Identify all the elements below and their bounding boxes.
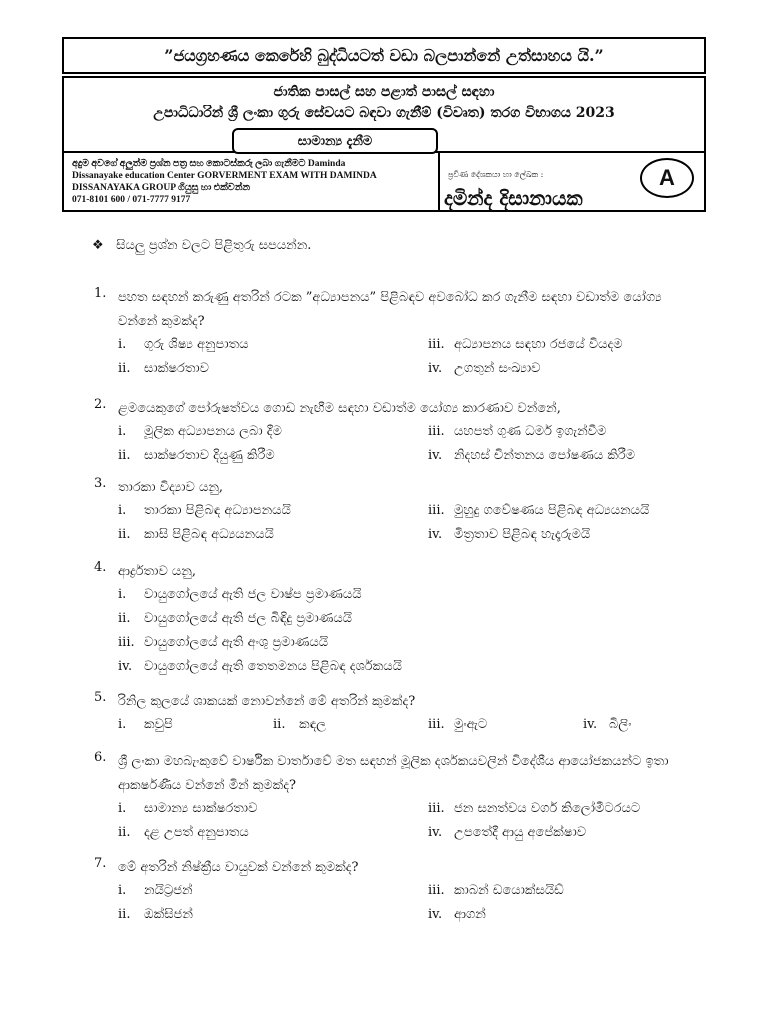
option-label: iv. <box>428 907 443 922</box>
option-text: තාරකා පිළිබඳ අධ්‍යාපනයයි <box>144 503 291 518</box>
option-label: iv. <box>428 361 443 376</box>
question-text: මේ අතරින් නිෂ්ක්‍රීය වායුවක් වන්නේ කුමක්ද? <box>118 860 359 875</box>
answer-option[interactable] <box>118 608 698 630</box>
option-text: නයිට්‍රජන් <box>144 883 193 898</box>
question-text: පහත සඳහන් කරුණු අතරින් රටක ”අධ්‍යාපනය” පිළිබඳව අවබෝධ කර ගැනීම සඳහා වඩාත්ම යෝග්‍ය වන්නේ කුමක්ද? <box>118 290 662 329</box>
option-text: අධ්‍යාපනය සඳහා රජයේ වියදම <box>454 337 623 352</box>
answer-options <box>118 584 694 678</box>
option-label: ii. <box>118 361 131 376</box>
option-text: කවුපි <box>144 717 173 732</box>
question-number: 1. <box>94 286 107 301</box>
option-label: ii. <box>118 611 131 626</box>
option-text: වායුගෝලයේ ඇති තෙතමනය පිළිබඳ දර්ශකයයි <box>144 659 402 674</box>
option-label: i. <box>118 717 127 732</box>
option-label: i. <box>118 424 127 439</box>
answer-option[interactable] <box>118 880 428 902</box>
organization-info <box>72 158 432 206</box>
question-text: තාරකා විද්‍යාව යනු, <box>118 480 224 495</box>
option-text: මුහුදු ගවේෂණය පිළිබඳ අධ්‍යයනයයි <box>454 503 650 518</box>
answer-option[interactable] <box>118 500 428 522</box>
option-label: iv. <box>428 527 443 542</box>
option-label: iii. <box>428 801 445 816</box>
answer-option[interactable] <box>428 524 718 546</box>
answer-option[interactable] <box>428 880 718 902</box>
question-number: 2. <box>94 397 107 412</box>
answer-option[interactable] <box>118 822 428 844</box>
option-label: i. <box>118 587 127 602</box>
option-text: වායුගෝලයේ ඇති ජල වාෂ්ප ප්‍රමාණයයි <box>144 587 362 602</box>
option-text: වායුගෝලයේ ඇති ජල බිඳිදු ප්‍රමාණයයි <box>144 611 353 626</box>
answer-option[interactable] <box>118 584 698 606</box>
option-label: ii. <box>118 527 131 542</box>
exam-header-box <box>62 76 706 212</box>
option-label: iv. <box>428 448 443 463</box>
answer-option[interactable] <box>118 421 428 443</box>
author-name: දමින්ද දිසානායක <box>444 186 583 210</box>
answer-options <box>118 334 694 380</box>
answer-option[interactable] <box>428 421 718 443</box>
instruction-text: සියලු ප්‍රශ්න වලට පිළිතුරු සපයන්න. <box>116 238 312 253</box>
option-label: ii. <box>118 448 131 463</box>
option-label: i. <box>118 503 127 518</box>
diamond-bullet-icon: ❖ <box>92 238 104 253</box>
question-5 <box>94 690 694 736</box>
option-text: වායුගෝලයේ ඇති අංශු ප්‍රමාණයයි <box>144 635 329 650</box>
question-text: රිනිල කුලයේ ශාකයක් නොවන්නේ මේ අතරින් කුමක්ද? <box>118 694 416 709</box>
org-phone: 071-8101 600 / 071-7777 9177 <box>72 195 191 205</box>
answer-option[interactable] <box>118 656 698 678</box>
option-label: iv. <box>583 717 598 732</box>
answer-option[interactable] <box>118 445 428 467</box>
option-text: නිදහස් චින්තනය පෝෂණය කිරීම <box>454 448 636 463</box>
option-text: ආගන් <box>454 907 486 922</box>
header-vertical-divider <box>438 151 440 210</box>
answer-options <box>118 798 694 844</box>
option-label: i. <box>118 801 127 816</box>
option-text: උපතේදී ආයු අපේක්ෂාව <box>454 825 587 840</box>
option-text: ගුරු ශිෂ්‍ය අනුපාතය <box>144 337 249 352</box>
author-role: ප්‍රවීණ දේශකයා හා ලේඛක : <box>448 170 544 179</box>
answer-option[interactable] <box>118 798 428 820</box>
answer-option[interactable] <box>273 714 428 736</box>
option-text: කාසි පිළිබඳ අධ්‍යයනයයි <box>144 527 274 542</box>
answer-option[interactable] <box>118 632 698 654</box>
option-text: දළ උපත් අනුපාතය <box>144 825 249 840</box>
answer-option[interactable] <box>118 358 428 380</box>
org-line-3: DISSANAYAKA GROUP ගියුසු හා එක්වන්න <box>72 183 251 193</box>
question-7 <box>94 856 694 926</box>
option-text: මූලික අධ්‍යාපනය ලබා දීම <box>144 424 282 439</box>
option-label: iii. <box>428 717 445 732</box>
question-number: 5. <box>94 690 107 705</box>
answer-option[interactable] <box>428 445 718 467</box>
option-text: ඔක්සිජන් <box>144 907 193 922</box>
option-text: කඳල <box>299 717 327 732</box>
option-label: iii. <box>428 337 445 352</box>
question-2 <box>94 397 694 467</box>
paper-code-badge: A <box>640 158 694 198</box>
org-line-2: Dissanayake education Center GORVERMENT EXAM WITH DAMINDA <box>72 171 377 181</box>
question-text: ආර්ද්‍රතාව යනු, <box>118 564 196 579</box>
answer-option[interactable] <box>118 524 428 546</box>
option-label: iii. <box>428 883 445 898</box>
option-text: කාබන් ඩයොක්සයිඩ් <box>454 883 564 898</box>
answer-option[interactable] <box>118 904 428 926</box>
option-label: ii. <box>273 717 286 732</box>
answer-option[interactable] <box>118 334 428 356</box>
motivational-quote: ”ජයග්‍රහණය කෙරේහි බුද්ධියටත් වඩා බලපාන්නේ උත්සාහය යි.” <box>62 37 706 74</box>
answer-option[interactable] <box>428 714 583 736</box>
option-text: ජන සනත්වය වර්ග කිලෝමීටරයට <box>454 801 641 816</box>
org-line-1: අදුම අවගේ අලුත්ම ප්‍රශ්න පත්‍ර සහ කොටස්කරු ලබා ගැනීමට Daminda <box>72 159 346 169</box>
question-1 <box>94 286 694 380</box>
subject-label: සාමාන්‍ය දැනීම <box>232 128 438 154</box>
question-3 <box>94 476 694 546</box>
answer-option[interactable] <box>428 904 718 926</box>
answer-options <box>118 714 694 736</box>
answer-option[interactable] <box>428 500 718 522</box>
exam-title-line1: ජාතික පාසල් සහ පළාත් පාසල් සඳහා <box>273 84 495 100</box>
answer-option[interactable] <box>428 334 718 356</box>
option-label: iii. <box>428 424 445 439</box>
answer-options <box>118 421 694 467</box>
option-text: සාමාන්‍ය සාක්ෂරතාව <box>144 801 258 816</box>
option-text: යහපත් ගුණ ධර්ම ඉගැන්වීම <box>454 424 607 439</box>
option-text: සාක්ෂරතාව <box>144 361 210 376</box>
exam-title-line2: උපාධිධාරින් ශ්‍රී ලංකා ගුරු සේවයට බඳවා ගැනීම් (විවෘත) තරග විභාගය 2023 <box>153 105 615 121</box>
option-label: ii. <box>118 907 131 922</box>
option-text: සාක්ෂරතාව දියුණු කිරීම <box>144 448 275 463</box>
question-text: ළමයෙකුගේ පෝරුෂත්වය ගොඩ නැඟීම සඳහා වඩාත්ම යෝග්‍ය කාරණාව වන්නේ, <box>118 401 561 416</box>
option-label: iii. <box>118 635 135 650</box>
answer-option[interactable] <box>428 822 718 844</box>
answer-options <box>118 500 694 546</box>
option-text: බිලිං <box>609 717 632 732</box>
answer-option[interactable] <box>583 714 723 736</box>
option-label: iv. <box>428 825 443 840</box>
option-label: ii. <box>118 825 131 840</box>
author-block <box>444 154 704 212</box>
option-label: i. <box>118 883 127 898</box>
option-label: iii. <box>428 503 445 518</box>
question-number: 6. <box>94 750 107 765</box>
option-label: i. <box>118 337 127 352</box>
question-text: ශ්‍රී ලංකා මහබැංකුවේ වාර්ෂික වාර්තාවේ මත සඳහන් මූලික දර්ශකයවලින් විදේශීය ආයෝජකයන්ට ඉතා ආකර්ෂණීය වන්නේ මින් කුමක්ද? <box>118 754 669 793</box>
question-number: 3. <box>94 476 107 491</box>
answer-option[interactable] <box>428 358 718 380</box>
option-text: මිත්‍රතාව පිළිබඳ හැදෑරුමයි <box>454 527 591 542</box>
option-text: උගතුන් සංඛ්‍යාව <box>454 361 541 376</box>
question-number: 4. <box>94 560 107 575</box>
question-6 <box>94 750 694 844</box>
answer-option[interactable] <box>428 798 718 820</box>
answer-options <box>118 880 694 926</box>
option-text: මුංඇට <box>454 717 488 732</box>
option-label: iv. <box>118 659 133 674</box>
question-number: 7. <box>94 856 107 871</box>
question-4 <box>94 560 694 678</box>
instruction-line <box>92 238 311 253</box>
answer-option[interactable] <box>118 714 273 736</box>
